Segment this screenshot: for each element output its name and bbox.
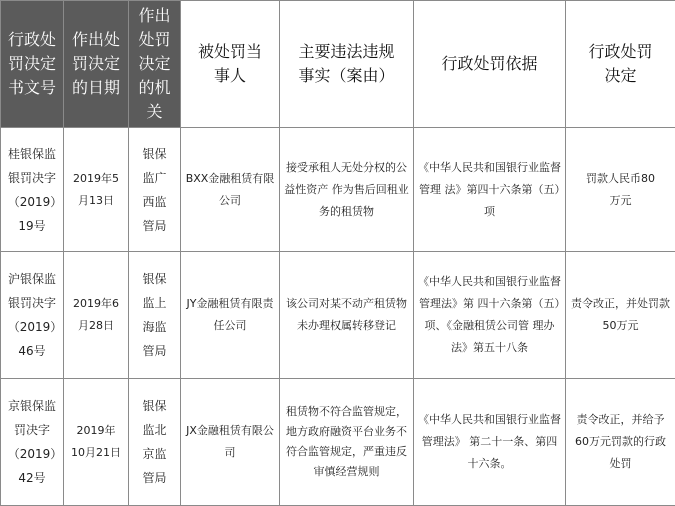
party-cell: JX金融租赁有限公司 — [181, 379, 280, 506]
header-doc-no: 行政处罚决定书文号 — [1, 1, 64, 128]
date-cell: 2019年6月28日 — [64, 252, 129, 379]
facts-cell: 接受承租人无处分权的公益性资产 作为售后回租业务的租赁物 — [280, 128, 414, 252]
authority-cell: 银保监广西监管局 — [129, 128, 181, 252]
decision-cell: 责令改正，并处罚款50万元 — [566, 252, 675, 379]
basis-cell: 《中华人民共和国银行业监督管理法》第 四十六条第（五）项、《金融租赁公司管 理办法》第五十八条 — [414, 252, 566, 379]
header-date: 作出处罚决定的日期 — [64, 1, 129, 128]
header-authority: 作出处罚决定的机关 — [129, 1, 181, 128]
date-cell: 2019年5月13日 — [64, 128, 129, 252]
decision-cell: 责令改正，并给予60万元罚款的行政处罚 — [566, 379, 675, 506]
authority-cell: 银保监北京监管局 — [129, 379, 181, 506]
header-facts: 主要违法违规事实（案由） — [280, 1, 414, 128]
doc-no-cell: 沪银保监银罚决字（2019）46号 — [1, 252, 64, 379]
party-cell: BXX金融租赁有限公司 — [181, 128, 280, 252]
decision-cell: 罚款人民币80万元 — [566, 128, 675, 252]
header-decision: 行政处罚决定 — [566, 1, 675, 128]
header-basis: 行政处罚依据 — [414, 1, 566, 128]
header-row — [1, 1, 675, 128]
doc-no-cell: 京银保监罚决字（2019）42号 — [1, 379, 64, 506]
table-row — [1, 379, 675, 506]
table-row — [1, 252, 675, 379]
authority-cell: 银保监上海监管局 — [129, 252, 181, 379]
party-cell: JY金融租赁有限责任公司 — [181, 252, 280, 379]
basis-cell: 《中华人民共和国银行业监督管理 法》第四十六条第（五）项 — [414, 128, 566, 252]
basis-cell: 《中华人民共和国银行业监督管理法》 第二十一条、第四十六条。 — [414, 379, 566, 506]
header-party: 被处罚当事人 — [181, 1, 280, 128]
date-cell: 2019年10月21日 — [64, 379, 129, 506]
facts-cell: 该公司对某不动产租赁物未办理权属转移登记 — [280, 252, 414, 379]
facts-cell: 租赁物不符合监管规定，地方政府融资平台业务不符合监管规定，严重违反审慎经营规则 — [280, 379, 414, 506]
table-row — [1, 128, 675, 252]
doc-no-cell: 桂银保监银罚决字（2019）19号 — [1, 128, 64, 252]
